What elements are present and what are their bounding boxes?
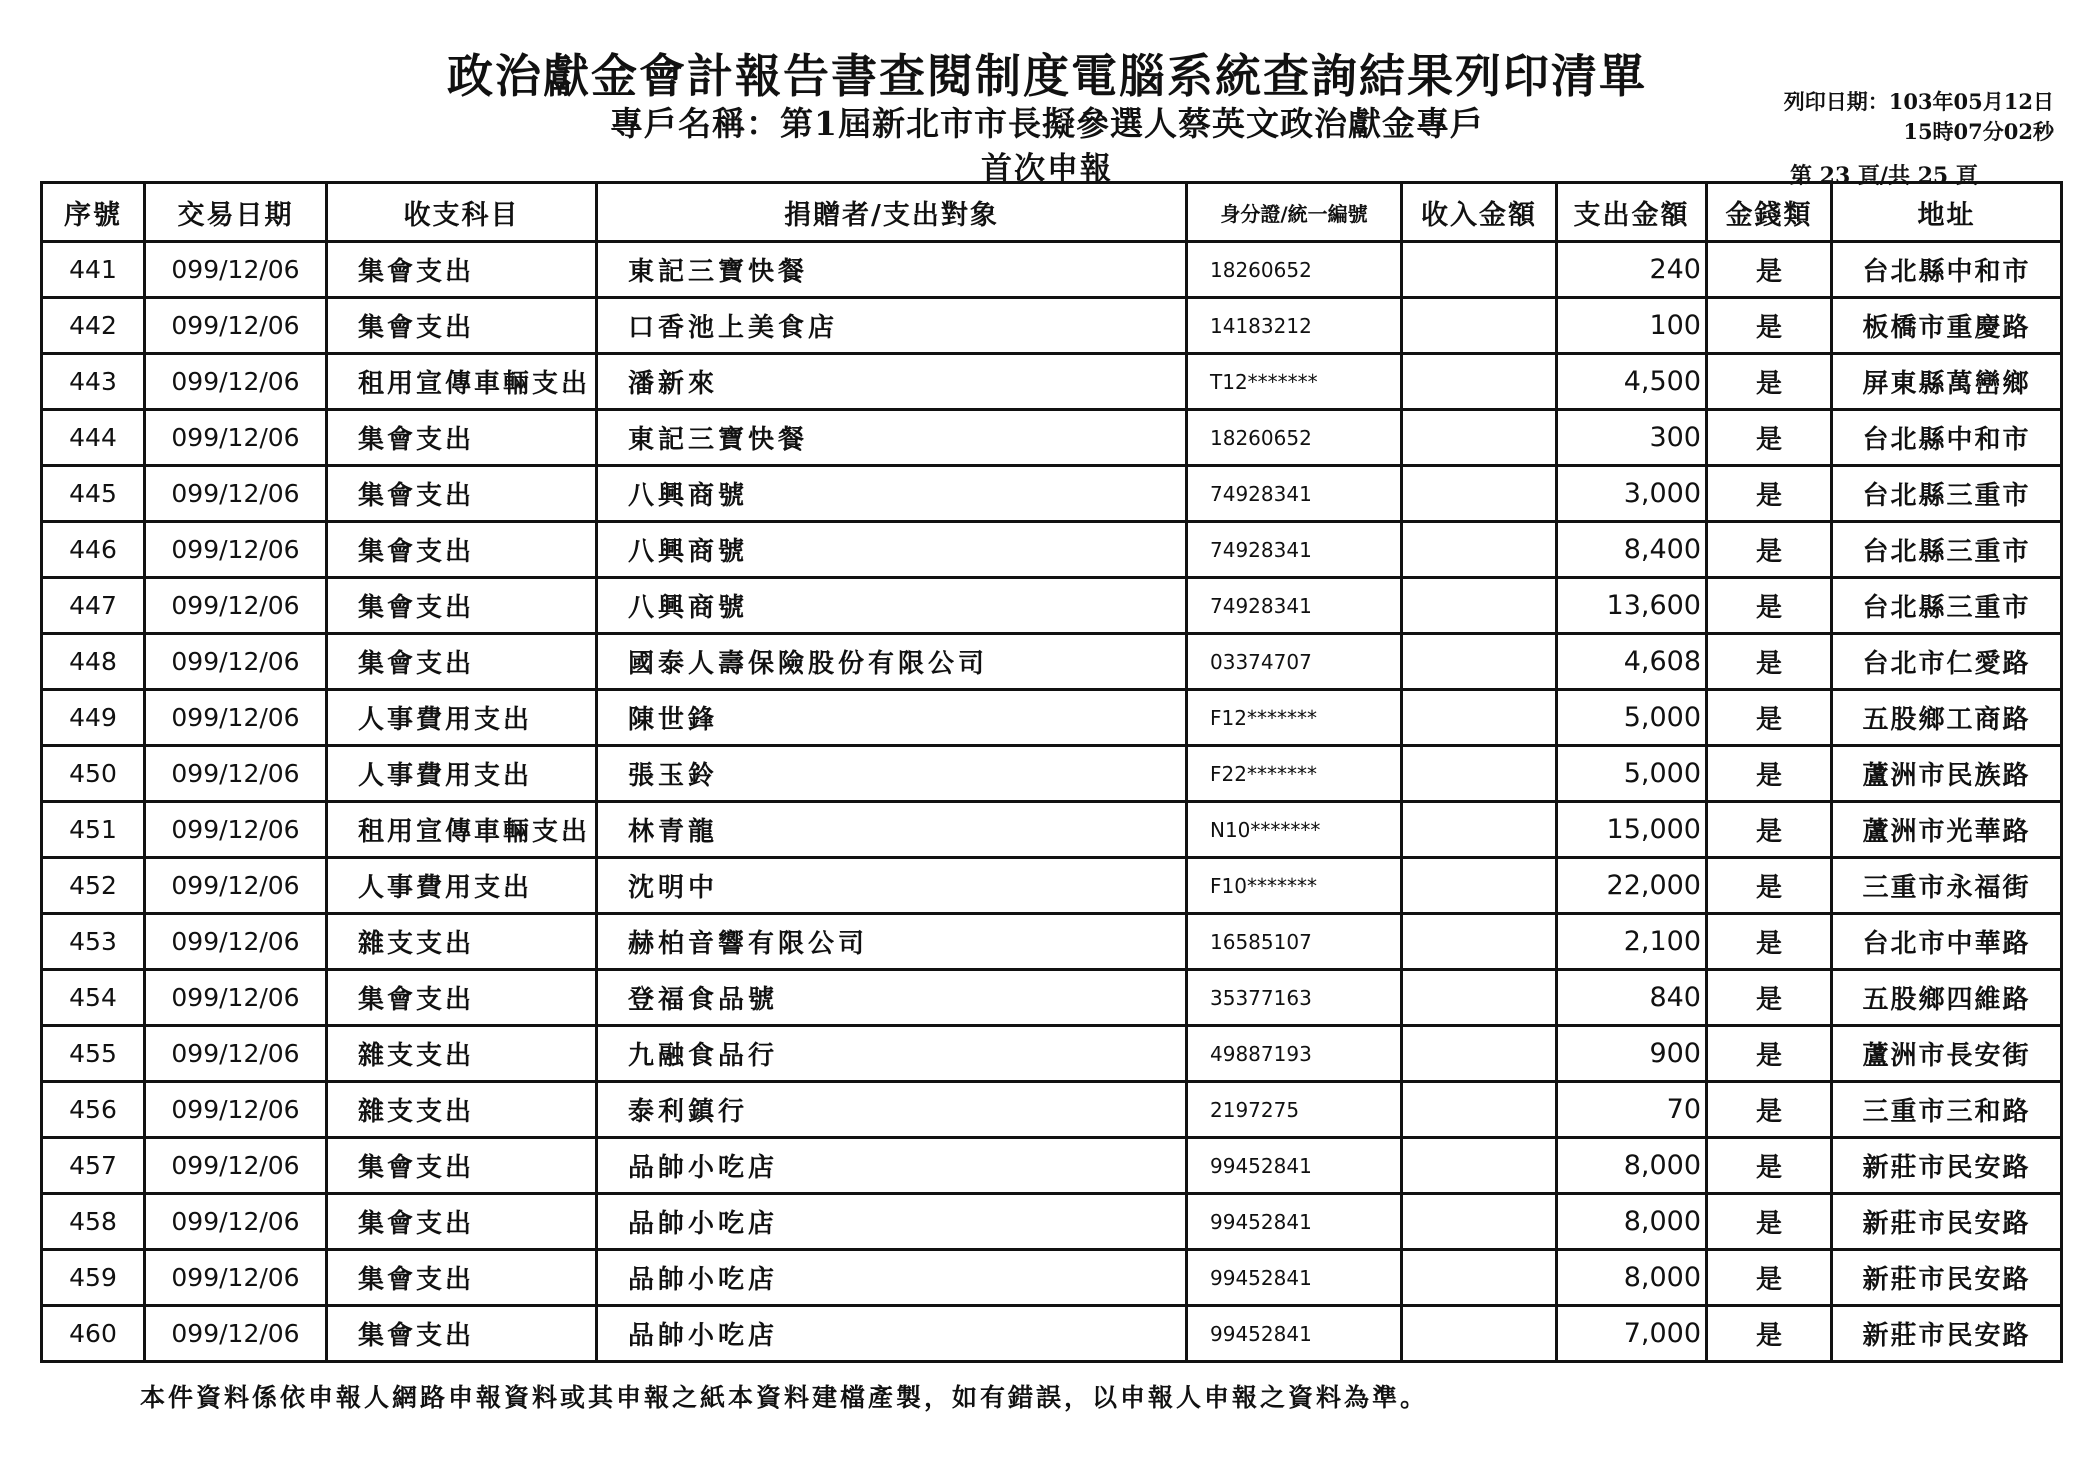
cell-payee: 林青龍: [597, 802, 1187, 858]
cell-date: 099/12/06: [145, 634, 327, 690]
cell-category: 租用宣傳車輛支出: [327, 354, 597, 410]
print-time: 15時07分02秒: [1903, 119, 2054, 144]
cell-income: [1402, 634, 1557, 690]
cell-address: 三重市永福街: [1832, 858, 2062, 914]
cell-address: 台北縣三重市: [1832, 578, 2062, 634]
cell-id: F22*******: [1187, 746, 1402, 802]
cell-address: 五股鄉四維路: [1832, 970, 2062, 1026]
col-header-date: 交易日期: [145, 183, 327, 242]
cell-monetary: 是: [1707, 690, 1832, 746]
cell-date: 099/12/06: [145, 746, 327, 802]
table-row: [42, 466, 2062, 522]
cell-payee: 八興商號: [597, 522, 1187, 578]
cell-payee: 登福食品號: [597, 970, 1187, 1026]
table-row: [42, 1026, 2062, 1082]
cell-category: 雜支支出: [327, 914, 597, 970]
table-row: [42, 298, 2062, 354]
cell-id: 03374707: [1187, 634, 1402, 690]
cell-monetary: 是: [1707, 802, 1832, 858]
cell-expense: 240: [1557, 242, 1707, 298]
cell-income: [1402, 410, 1557, 466]
cell-address: 台北縣三重市: [1832, 466, 2062, 522]
page-info: 第 23 頁/共 25 頁: [1790, 163, 1978, 189]
cell-category: 集會支出: [327, 1194, 597, 1250]
cell-id: 18260652: [1187, 242, 1402, 298]
cell-income: [1402, 746, 1557, 802]
cell-id: F10*******: [1187, 858, 1402, 914]
account-name: 專戶名稱：第1屆新北市市長擬參選人蔡英文政治獻金專戶: [610, 104, 1484, 143]
cell-payee: 八興商號: [597, 578, 1187, 634]
cell-income: [1402, 466, 1557, 522]
cell-seq: 455: [42, 1026, 145, 1082]
cell-expense: 3,000: [1557, 466, 1707, 522]
footer-note: 本件資料係依申報人網路申報資料或其申報之紙本資料建檔產製，如有錯誤，以申報人申報之資料為準。: [140, 1383, 1429, 1412]
cell-category: 集會支出: [327, 1138, 597, 1194]
cell-seq: 456: [42, 1082, 145, 1138]
table-row: [42, 354, 2062, 410]
cell-date: 099/12/06: [145, 970, 327, 1026]
cell-seq: 460: [42, 1306, 145, 1362]
cell-id: 35377163: [1187, 970, 1402, 1026]
cell-expense: 8,400: [1557, 522, 1707, 578]
cell-id: 18260652: [1187, 410, 1402, 466]
cell-address: 台北市中華路: [1832, 914, 2062, 970]
cell-id: 14183212: [1187, 298, 1402, 354]
cell-payee: 東記三寶快餐: [597, 410, 1187, 466]
cell-date: 099/12/06: [145, 578, 327, 634]
cell-address: 板橋市重慶路: [1832, 298, 2062, 354]
cell-income: [1402, 1250, 1557, 1306]
cell-seq: 449: [42, 690, 145, 746]
cell-address: 台北縣中和市: [1832, 410, 2062, 466]
cell-id: F12*******: [1187, 690, 1402, 746]
cell-date: 099/12/06: [145, 690, 327, 746]
cell-expense: 7,000: [1557, 1306, 1707, 1362]
cell-monetary: 是: [1707, 1138, 1832, 1194]
cell-id: 99452841: [1187, 1194, 1402, 1250]
cell-expense: 4,608: [1557, 634, 1707, 690]
cell-date: 099/12/06: [145, 522, 327, 578]
cell-address: 新莊市民安路: [1832, 1250, 2062, 1306]
cell-income: [1402, 970, 1557, 1026]
cell-income: [1402, 522, 1557, 578]
cell-expense: 8,000: [1557, 1194, 1707, 1250]
cell-expense: 8,000: [1557, 1138, 1707, 1194]
cell-category: 人事費用支出: [327, 858, 597, 914]
cell-monetary: 是: [1707, 634, 1832, 690]
cell-expense: 5,000: [1557, 690, 1707, 746]
cell-expense: 100: [1557, 298, 1707, 354]
cell-category: 人事費用支出: [327, 690, 597, 746]
cell-seq: 441: [42, 242, 145, 298]
table-row: [42, 522, 2062, 578]
cell-monetary: 是: [1707, 858, 1832, 914]
cell-category: 人事費用支出: [327, 746, 597, 802]
table-row: [42, 1138, 2062, 1194]
cell-id: 99452841: [1187, 1250, 1402, 1306]
cell-id: N10*******: [1187, 802, 1402, 858]
cell-seq: 450: [42, 746, 145, 802]
col-header-payee: 捐贈者/支出對象: [597, 183, 1187, 242]
cell-category: 租用宣傳車輛支出: [327, 802, 597, 858]
cell-payee: 張玉鈴: [597, 746, 1187, 802]
cell-id: 74928341: [1187, 578, 1402, 634]
table-row: [42, 914, 2062, 970]
cell-income: [1402, 578, 1557, 634]
cell-income: [1402, 858, 1557, 914]
cell-date: 099/12/06: [145, 858, 327, 914]
cell-payee: 品帥小吃店: [597, 1138, 1187, 1194]
cell-income: [1402, 298, 1557, 354]
col-header-income: 收入金額: [1402, 183, 1557, 242]
cell-date: 099/12/06: [145, 1250, 327, 1306]
col-header-monetary: 金錢類: [1707, 183, 1832, 242]
cell-seq: 457: [42, 1138, 145, 1194]
cell-income: [1402, 802, 1557, 858]
cell-date: 099/12/06: [145, 1306, 327, 1362]
cell-monetary: 是: [1707, 1026, 1832, 1082]
cell-address: 台北縣三重市: [1832, 522, 2062, 578]
cell-id: 99452841: [1187, 1138, 1402, 1194]
table-row: [42, 1082, 2062, 1138]
cell-date: 099/12/06: [145, 914, 327, 970]
cell-category: 集會支出: [327, 410, 597, 466]
cell-category: 集會支出: [327, 578, 597, 634]
cell-seq: 442: [42, 298, 145, 354]
print-date: 列印日期：103年05月12日: [1783, 89, 2054, 114]
cell-expense: 8,000: [1557, 1250, 1707, 1306]
cell-payee: 沈明中: [597, 858, 1187, 914]
cell-address: 新莊市民安路: [1832, 1194, 2062, 1250]
cell-id: 74928341: [1187, 466, 1402, 522]
cell-seq: 447: [42, 578, 145, 634]
cell-monetary: 是: [1707, 466, 1832, 522]
cell-category: 集會支出: [327, 522, 597, 578]
cell-monetary: 是: [1707, 578, 1832, 634]
cell-expense: 5,000: [1557, 746, 1707, 802]
cell-payee: 國泰人壽保險股份有限公司: [597, 634, 1187, 690]
cell-date: 099/12/06: [145, 802, 327, 858]
table-body: [42, 242, 2062, 1362]
table-row: [42, 690, 2062, 746]
cell-income: [1402, 1138, 1557, 1194]
cell-payee: 陳世鋒: [597, 690, 1187, 746]
report-type: 首次申報: [981, 151, 1113, 187]
cell-date: 099/12/06: [145, 354, 327, 410]
cell-id: 74928341: [1187, 522, 1402, 578]
table-row: [42, 1250, 2062, 1306]
cell-payee: 潘新來: [597, 354, 1187, 410]
table-row: [42, 1306, 2062, 1362]
cell-date: 099/12/06: [145, 242, 327, 298]
cell-category: 集會支出: [327, 298, 597, 354]
cell-id: 2197275: [1187, 1082, 1402, 1138]
cell-address: 台北市仁愛路: [1832, 634, 2062, 690]
table-row: [42, 1194, 2062, 1250]
cell-payee: 八興商號: [597, 466, 1187, 522]
cell-category: 集會支出: [327, 1250, 597, 1306]
document-title: 政治獻金會計報告書查閱制度電腦系統查詢結果列印清單: [447, 49, 1647, 103]
col-header-category: 收支科目: [327, 183, 597, 242]
cell-expense: 840: [1557, 970, 1707, 1026]
cell-expense: 2,100: [1557, 914, 1707, 970]
cell-seq: 454: [42, 970, 145, 1026]
cell-address: 台北縣中和市: [1832, 242, 2062, 298]
cell-address: 屏東縣萬巒鄉: [1832, 354, 2062, 410]
cell-address: 新莊市民安路: [1832, 1306, 2062, 1362]
cell-address: 蘆洲市光華路: [1832, 802, 2062, 858]
cell-expense: 900: [1557, 1026, 1707, 1082]
cell-address: 五股鄉工商路: [1832, 690, 2062, 746]
cell-income: [1402, 914, 1557, 970]
cell-seq: 448: [42, 634, 145, 690]
col-header-expense: 支出金額: [1557, 183, 1707, 242]
cell-category: 雜支支出: [327, 1082, 597, 1138]
cell-payee: 泰利鎮行: [597, 1082, 1187, 1138]
table-row: [42, 802, 2062, 858]
cell-expense: 300: [1557, 410, 1707, 466]
cell-category: 集會支出: [327, 466, 597, 522]
cell-date: 099/12/06: [145, 410, 327, 466]
cell-seq: 452: [42, 858, 145, 914]
col-header-seq: 序號: [42, 183, 145, 242]
cell-id: 49887193: [1187, 1026, 1402, 1082]
cell-payee: 品帥小吃店: [597, 1306, 1187, 1362]
cell-date: 099/12/06: [145, 466, 327, 522]
cell-address: 蘆洲市民族路: [1832, 746, 2062, 802]
cell-date: 099/12/06: [145, 1026, 327, 1082]
cell-seq: 458: [42, 1194, 145, 1250]
cell-income: [1402, 1306, 1557, 1362]
cell-seq: 443: [42, 354, 145, 410]
cell-seq: 451: [42, 802, 145, 858]
table-row: [42, 242, 2062, 298]
cell-monetary: 是: [1707, 354, 1832, 410]
table-row: [42, 858, 2062, 914]
table-row: [42, 578, 2062, 634]
table-row: [42, 410, 2062, 466]
cell-date: 099/12/06: [145, 1082, 327, 1138]
cell-monetary: 是: [1707, 1194, 1832, 1250]
cell-payee: 品帥小吃店: [597, 1250, 1187, 1306]
cell-income: [1402, 1082, 1557, 1138]
records-table: [40, 181, 2063, 1363]
cell-id: 16585107: [1187, 914, 1402, 970]
cell-date: 099/12/06: [145, 1194, 327, 1250]
cell-category: 集會支出: [327, 1306, 597, 1362]
cell-monetary: 是: [1707, 1306, 1832, 1362]
cell-income: [1402, 1194, 1557, 1250]
cell-id: 99452841: [1187, 1306, 1402, 1362]
cell-id: T12*******: [1187, 354, 1402, 410]
col-header-address: 地址: [1832, 183, 2062, 242]
cell-payee: 品帥小吃店: [597, 1194, 1187, 1250]
cell-monetary: 是: [1707, 410, 1832, 466]
cell-seq: 446: [42, 522, 145, 578]
table-row: [42, 970, 2062, 1026]
cell-expense: 15,000: [1557, 802, 1707, 858]
cell-category: 雜支支出: [327, 1026, 597, 1082]
cell-address: 三重市三和路: [1832, 1082, 2062, 1138]
cell-address: 蘆洲市長安街: [1832, 1026, 2062, 1082]
cell-monetary: 是: [1707, 746, 1832, 802]
cell-monetary: 是: [1707, 1250, 1832, 1306]
cell-expense: 22,000: [1557, 858, 1707, 914]
cell-expense: 70: [1557, 1082, 1707, 1138]
cell-expense: 4,500: [1557, 354, 1707, 410]
cell-monetary: 是: [1707, 1082, 1832, 1138]
cell-monetary: 是: [1707, 914, 1832, 970]
cell-category: 集會支出: [327, 242, 597, 298]
cell-income: [1402, 1026, 1557, 1082]
table-row: [42, 746, 2062, 802]
cell-monetary: 是: [1707, 970, 1832, 1026]
cell-category: 集會支出: [327, 970, 597, 1026]
cell-income: [1402, 690, 1557, 746]
cell-income: [1402, 354, 1557, 410]
cell-monetary: 是: [1707, 298, 1832, 354]
cell-category: 集會支出: [327, 634, 597, 690]
cell-monetary: 是: [1707, 522, 1832, 578]
cell-payee: 口香池上美食店: [597, 298, 1187, 354]
cell-address: 新莊市民安路: [1832, 1138, 2062, 1194]
cell-seq: 445: [42, 466, 145, 522]
col-header-id: 身分證/統一編號: [1187, 183, 1402, 242]
cell-seq: 453: [42, 914, 145, 970]
cell-date: 099/12/06: [145, 298, 327, 354]
cell-monetary: 是: [1707, 242, 1832, 298]
cell-payee: 九融食品行: [597, 1026, 1187, 1082]
cell-payee: 赫柏音響有限公司: [597, 914, 1187, 970]
table-row: [42, 634, 2062, 690]
table-header-row: [42, 183, 2062, 242]
cell-income: [1402, 242, 1557, 298]
cell-expense: 13,600: [1557, 578, 1707, 634]
cell-seq: 459: [42, 1250, 145, 1306]
cell-payee: 東記三寶快餐: [597, 242, 1187, 298]
cell-seq: 444: [42, 410, 145, 466]
cell-date: 099/12/06: [145, 1138, 327, 1194]
